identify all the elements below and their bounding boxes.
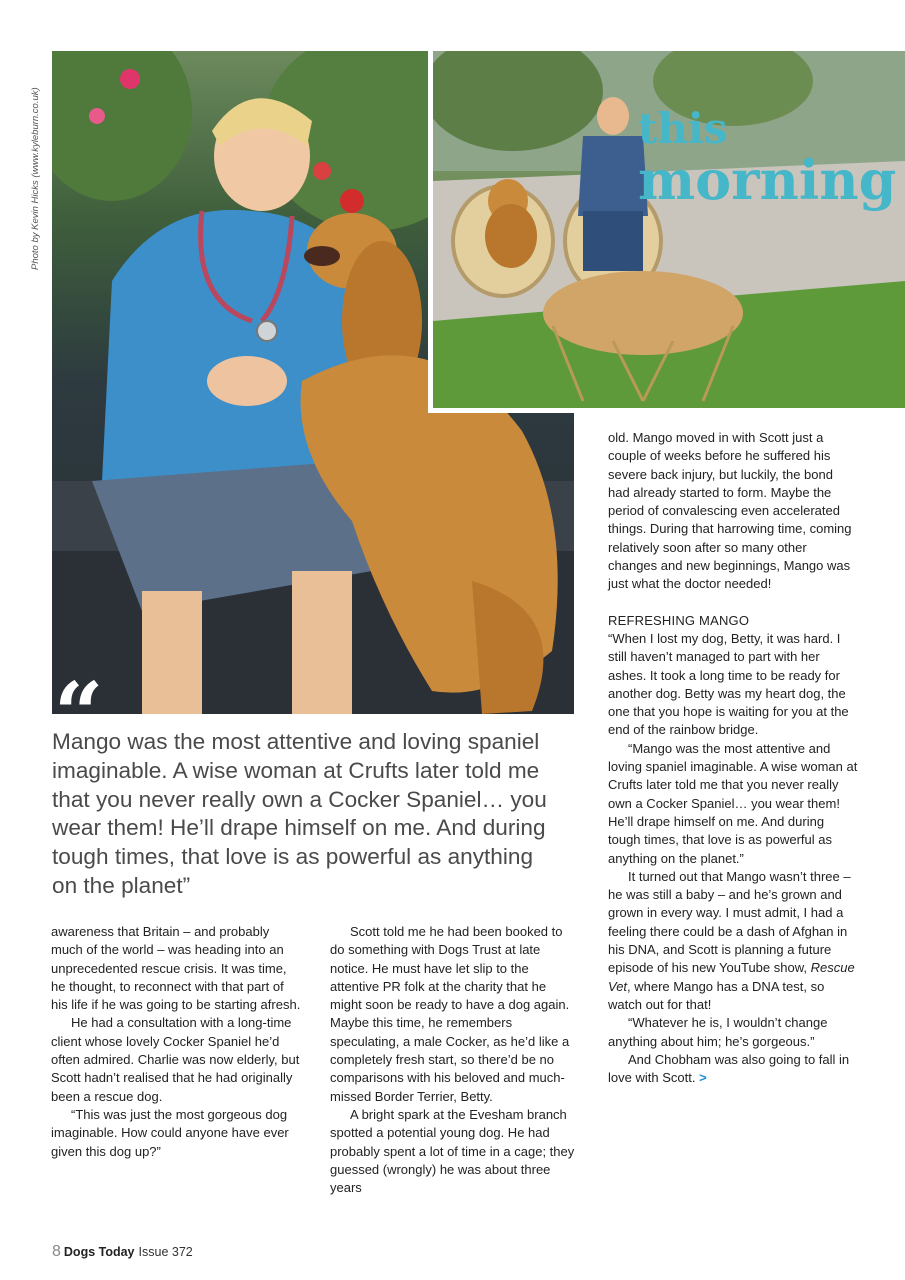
body-column-3 [608, 429, 858, 1087]
show-title: Rescue Vet [608, 960, 855, 994]
paragraph: He had a consultation with a long-time client whose lovely Cocker Spaniel he’d often admired. Charlie was now elderly, but Scott hadn’t realised that he had originally been a rescue dog. [51, 1015, 300, 1104]
paragraph: awareness that Britain – and probably much of the world – was heading into an unprecedented rescue crisis. It was time, he thought, to reconnect with that part of his life if he was going to be starting afresh. [51, 924, 301, 1013]
paragraph: “When I lost my dog, Betty, it was hard. I still haven’t managed to part with her ashes. It took a long time to be ready for another dog. Betty was my heart dog, the one that you hope is waiting for you at the end of the rainbow bridge. [608, 630, 849, 738]
paragraph: Scott told me he had been booked to do something with Dogs Trust at late notice. He must have let slip to the attentive PR folk at the charity that he might soon be ready to have a dog again. Maybe this time, he remembers speculating, a male Cocker, as he’d like a completely fresh start, so there’d be no comparisons with his beloved and much-missed Border Terrier, Betty. [330, 924, 570, 1104]
page-number: 8 [52, 1243, 61, 1260]
body-column-2 [330, 923, 576, 1197]
paragraph: A bright spark at the Evesham branch spotted a potential young dog. He had probably spent a lot of time in a cage; they guessed (wrongly) he was about three years [330, 1106, 575, 1196]
photo-credit: Photo by Kevin Hicks (www.kyleburn.co.uk) [30, 87, 41, 270]
logo-this: this [638, 104, 728, 153]
paragraph [608, 1051, 858, 1088]
magazine-name: Dogs Today [63, 1245, 135, 1259]
paragraph: “Mango was the most attentive and loving spaniel imaginable. A wise woman at Crufts later told me that you never really own a Cocker Spaniel… you wear them! He’ll drape himself on me. And during tough times, that love is as powerful as anything on the planet.” [608, 740, 858, 866]
text-run: And Chobham was also going to fall in love with Scott. [608, 1051, 850, 1086]
issue-number: Issue 372 [138, 1245, 193, 1259]
continue-arrow-icon[interactable]: > [699, 1070, 707, 1086]
text-run: It turned out that Mango wasn’t three – he was still a baby – and he’s grown and grown in every way. I must admit, I had a feeling there could be a dash of Afghan in his DNA, and Scott is planning a future episode of his new YouTube show, [608, 868, 851, 976]
this-morning-set-photo [428, 51, 905, 413]
body-column-1 [51, 923, 301, 1161]
pull-quote: Mango was the most attentive and loving spaniel imaginable. A wise woman at Crufts later told me that you never really own a Cocker Spaniel… you wear them! He’ll drape himself on me. And during tough times, that love is as powerful as anything on the planet” [52, 729, 547, 898]
quote-mark-icon: “ [54, 664, 104, 765]
paragraph: “This was just the most gorgeous dog imaginable. How could anyone have ever given this dog up?” [51, 1106, 289, 1159]
paragraph: old. Mango moved in with Scott just a couple of weeks before he suffered his severe back injury, but luckily, the bond had already started to form. Maybe the period of convalescing even accelerated things. During that harrowing time, coming relatively soon after so many other changes and new beginnings, Mango was just what the doctor needed! [608, 430, 852, 592]
page-footer [52, 1243, 193, 1261]
logo-morning: morning [638, 148, 897, 212]
set-photo-illustration [433, 51, 905, 408]
subheading: REFRESHING MANGO [608, 612, 750, 628]
paragraph [608, 868, 858, 1014]
text-run: , where Mango has a DNA test, so watch out for that! [608, 978, 825, 1012]
paragraph: “Whatever he is, I wouldn’t change anything about him; he’s gorgeous.” [608, 1015, 828, 1049]
